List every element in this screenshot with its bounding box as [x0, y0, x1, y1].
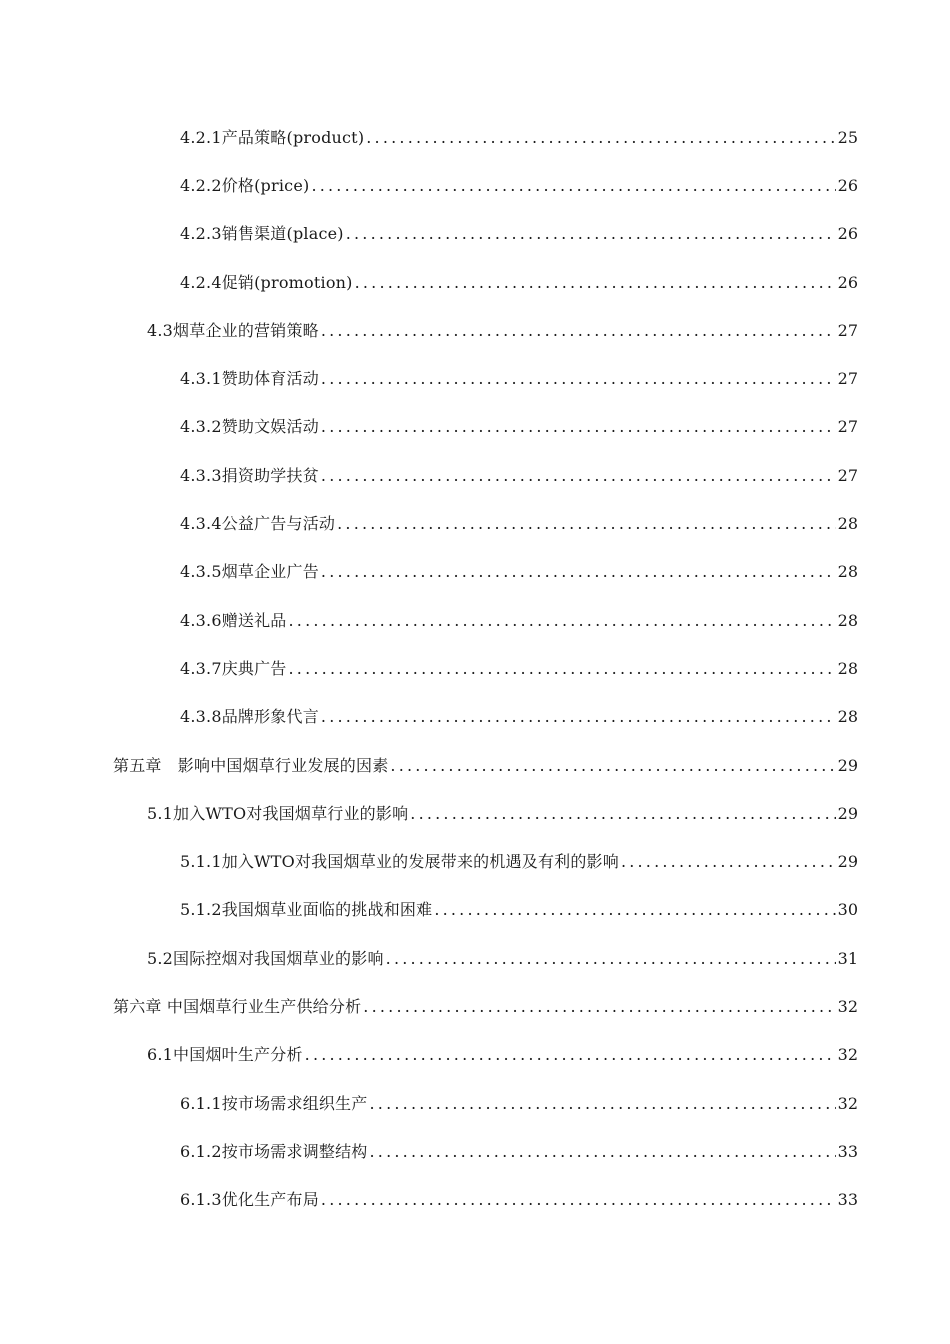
toc-entry-page: 27: [837, 369, 858, 388]
toc-entry-page: 28: [837, 659, 858, 678]
toc-entry[interactable]: [180, 462, 858, 490]
toc-entry-page: 27: [837, 321, 858, 340]
toc-entry[interactable]: [180, 413, 858, 441]
dot-leader: [311, 172, 835, 200]
toc-entry-page: 27: [837, 417, 858, 436]
toc-entry-page: 27: [837, 466, 858, 485]
toc-entry-page: 28: [837, 562, 858, 581]
dot-leader: [321, 365, 836, 393]
toc-entry-title: 4.2.2价格(price): [180, 176, 310, 195]
toc-entry-page: 33: [837, 1190, 858, 1209]
toc-entry-title: 4.2.4促销(promotion): [180, 273, 353, 292]
toc-entry[interactable]: [180, 558, 858, 586]
dot-leader: [366, 124, 835, 152]
toc-entry-page: 29: [837, 852, 858, 871]
dot-leader: [321, 462, 836, 490]
toc-entry[interactable]: [180, 1138, 858, 1166]
toc-entry-title: 4.3.4公益广告与活动: [180, 514, 336, 533]
dot-leader: [305, 1041, 836, 1069]
toc-entry-title: 5.1.2我国烟草业面临的挑战和困难: [180, 900, 433, 919]
dot-leader: [321, 703, 836, 731]
toc-entry-page: 28: [837, 611, 858, 630]
toc-entry-title: 4.3.6赠送礼品: [180, 611, 287, 630]
toc-entry-title: 4.2.1产品策略(product): [180, 128, 365, 147]
toc-entry-title: 5.1加入WTO对我国烟草行业的影响: [147, 804, 409, 823]
dot-leader: [363, 993, 835, 1021]
toc-entry-title: 4.3烟草企业的营销策略: [147, 321, 319, 340]
dot-leader: [434, 896, 835, 924]
toc-entry-title: 4.3.2赞助文娱活动: [180, 417, 319, 436]
toc-entry[interactable]: [180, 848, 858, 876]
toc-entry[interactable]: [180, 896, 858, 924]
toc-entry-title: 4.3.8品牌形象代言: [180, 707, 319, 726]
toc-entry[interactable]: [147, 317, 858, 345]
toc-entry-page: 33: [837, 1142, 858, 1161]
dot-leader: [346, 220, 836, 248]
toc-entry-page: 25: [837, 128, 858, 147]
toc-entry-title: 6.1.3优化生产布局: [180, 1190, 319, 1209]
toc-entry-page: 26: [837, 224, 858, 243]
toc-entry-page: 26: [837, 176, 858, 195]
toc-entry-page: 32: [837, 1045, 858, 1064]
toc-entry[interactable]: [180, 607, 858, 635]
toc-entry[interactable]: [180, 365, 858, 393]
dot-leader: [370, 1090, 836, 1118]
dot-leader: [321, 317, 836, 345]
toc-entry-title: 4.3.5烟草企业广告: [180, 562, 319, 581]
dot-leader: [370, 1138, 836, 1166]
dot-leader: [321, 558, 836, 586]
dot-leader: [289, 655, 836, 683]
toc-entry[interactable]: [147, 1041, 858, 1069]
toc-entry[interactable]: [180, 510, 858, 538]
dot-leader: [337, 510, 836, 538]
dot-leader: [321, 413, 836, 441]
toc-entry-title: 6.1中国烟叶生产分析: [147, 1045, 303, 1064]
toc-entry-title: 6.1.2按市场需求调整结构: [180, 1142, 368, 1161]
dot-leader: [386, 945, 836, 973]
dot-leader: [289, 607, 836, 635]
toc-entry-title: 5.2国际控烟对我国烟草业的影响: [147, 949, 384, 968]
toc-entry[interactable]: [113, 993, 858, 1021]
dot-leader: [355, 269, 836, 297]
dot-leader: [321, 1186, 836, 1214]
toc-entry-page: 32: [837, 1094, 858, 1113]
toc-entry[interactable]: [180, 703, 858, 731]
toc-entry-page: 29: [837, 756, 858, 775]
toc-entry-title: 第六章 中国烟草行业生产供给分析: [113, 997, 362, 1016]
toc-entry-page: 26: [837, 273, 858, 292]
dot-leader: [390, 752, 835, 780]
dot-leader: [621, 848, 836, 876]
toc-entry[interactable]: [180, 1090, 858, 1118]
toc-entry-page: 28: [837, 707, 858, 726]
toc-entry[interactable]: [180, 172, 858, 200]
toc-entry-title: 4.3.7庆典广告: [180, 659, 287, 678]
toc-entry-title: 第五章 影响中国烟草行业发展的因素: [113, 756, 389, 775]
toc-entry-page: 28: [837, 514, 858, 533]
toc-entry[interactable]: [113, 752, 858, 780]
toc-entry-title: 4.3.3捐资助学扶贫: [180, 466, 319, 485]
toc-entry[interactable]: [180, 1186, 858, 1214]
toc-entry[interactable]: [180, 124, 858, 152]
toc-entry-title: 5.1.1加入WTO对我国烟草业的发展带来的机遇及有利的影响: [180, 852, 619, 871]
toc-entry-page: 29: [837, 804, 858, 823]
toc-entry-page: 30: [837, 900, 858, 919]
toc-entry-page: 31: [837, 949, 858, 968]
dot-leader: [410, 800, 835, 828]
toc-entry[interactable]: [147, 945, 858, 973]
toc-entry-title: 6.1.1按市场需求组织生产: [180, 1094, 368, 1113]
toc-entry[interactable]: [180, 655, 858, 683]
toc-entry[interactable]: [180, 269, 858, 297]
toc-entry-title: 4.3.1赞助体育活动: [180, 369, 319, 388]
toc-entry[interactable]: [147, 800, 858, 828]
toc-entry[interactable]: [180, 220, 858, 248]
toc-entry-title: 4.2.3销售渠道(place): [180, 224, 344, 243]
toc-entry-page: 32: [837, 997, 858, 1016]
